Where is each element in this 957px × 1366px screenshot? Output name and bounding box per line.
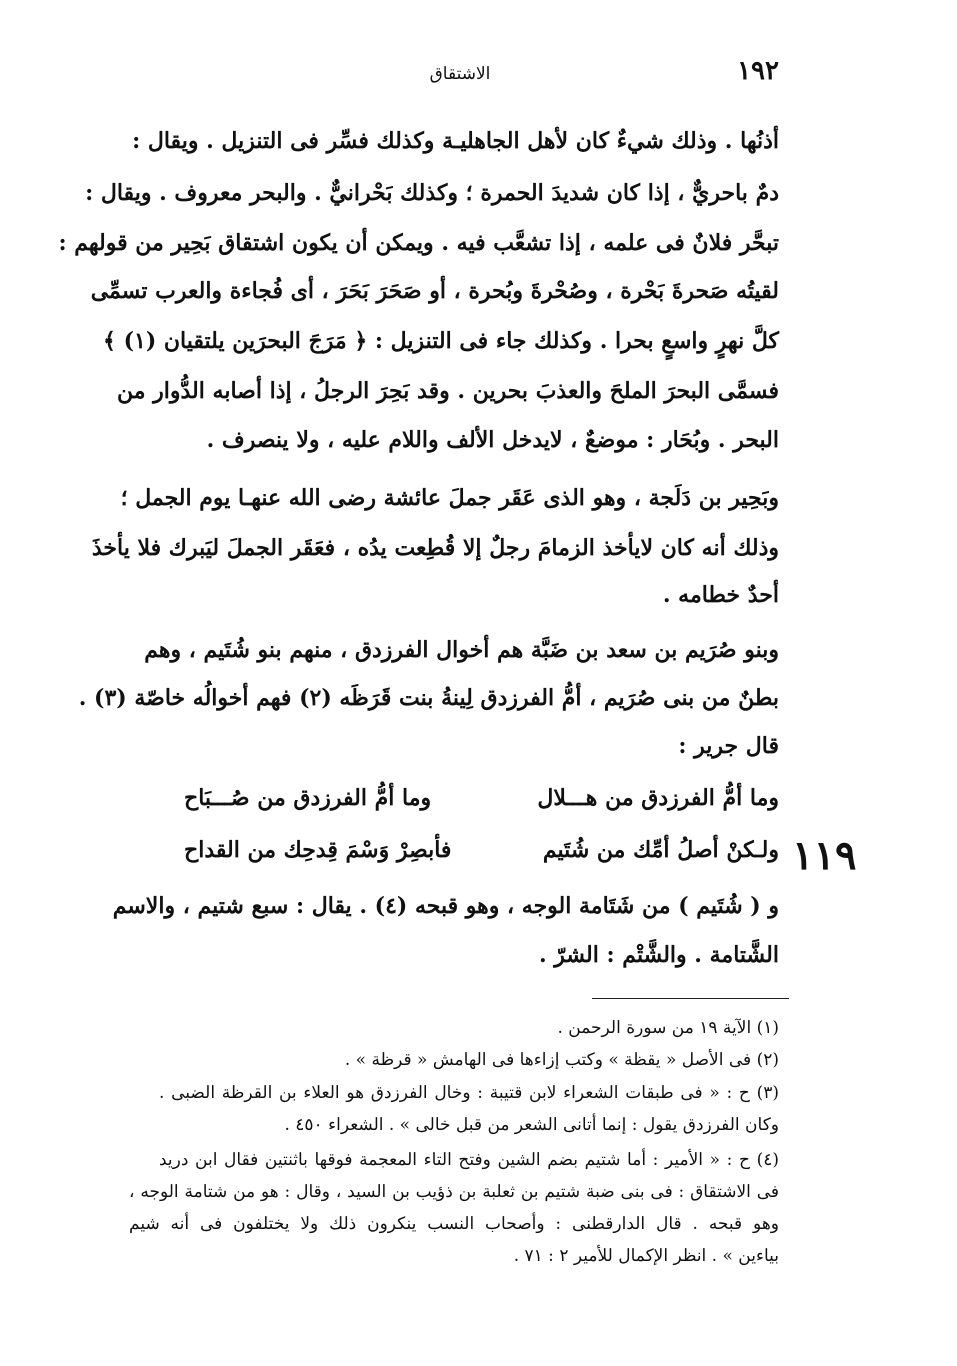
body-line: أذنُها . وذلك شيءٌ كان لأهل الجاهليـة وكذلك فسِّر فى التنزيل . ويقال : (132, 128, 779, 154)
verse-hemistich: فأبصِرْ وَسْمَ قِدحِك من القداح (184, 837, 452, 863)
body-line: كلَّ نهرٍ واسعٍ بحرا . وكذلك جاء فى التنزيل : ﴿ مَرَجَ البحرَين يلتقيان (١) ﴾ (103, 328, 779, 354)
footnote: (١) الآية ١٩ من سورة الرحمن . (557, 1018, 779, 1038)
body-line: فسمَّى البحرَ الملحَ والعذبَ بحرين . وقد بَحِرَ الرجلُ ، إذا أصابه الدُّوار من (116, 378, 779, 404)
body-line: دمٌ باحريٌّ ، إذا كان شديدَ الحمرة ؛ وكذلك بَحْرانيٌّ . والبحر معروف . ويقال : (85, 180, 779, 206)
verse-hemistich: ولـكنْ أصلُ أمِّك من شُتَيم (542, 837, 779, 863)
body-line: وبَحِير بن دَلَجة ، وهو الذى عَقَر جملَ عائشة رضى الله عنهـا يوم الجمل ؛ (120, 485, 779, 511)
footnote-continuation: وهو قبحه . قال الدارقطنى : وأصحاب النسب ينكرون ذلك ولا يختلفون فى أنه شيم (129, 1214, 779, 1234)
body-line: لقيتُه صَحرةَ بَحْرة ، وصُحْرةَ وبُحرة ، أو صَحَرَ بَحَرَ ، أى فُجاءة والعرب تسمِّى (90, 278, 779, 304)
margin-number: ١١٩ (792, 832, 857, 879)
body-line: البحر . وبُحَار : موضعٌ ، لايدخل الألف واللام عليه ، ولا ينصرف . (206, 427, 779, 453)
footnote-continuation: فى الاشتقاق : فى بنى ضبة شتيم بن ثعلبة بن ذؤيب بن السيد ، وقال : هو من شتامة الوجه ، (129, 1182, 779, 1202)
verse-hemistich: وما أمُّ الفرزدق من صُـــبَاح (184, 785, 432, 811)
body-line: و ( شُتَيم ) من شَتَامة الوجه ، وهو قبحه (٤) . يقال : سبع شتيم ، والاسم (112, 893, 779, 919)
page-number: ١٩٢ (737, 56, 779, 86)
body-line: الشَّتامة . والشَّتْم : الشرّ . (538, 942, 779, 968)
footnote: (٤) ح : « الأمير : أما شتيم بضم الشين وفتح التاء المعجمة فوقها باثنتين فقال ابن دريد (159, 1150, 779, 1170)
verse-line (179, 785, 779, 811)
body-line: وذلك أنه كان لايأخذ الزمامَ رجلٌ إلا قُطِعت يدُه ، فعَقَر الجملَ ليَبرك فلا يأخذَ (91, 535, 779, 561)
body-line: أحدٌ خطامه . (662, 582, 779, 608)
footnote-continuation: بياءين » . انظر الإكمال للأمير ٢ : ٧١ . (513, 1246, 779, 1266)
footnote: (٣) ح : « فى طبقات الشعراء لابن قتيبة : وخال الفرزدق هو العلاء بن القرظة الضبى . (159, 1083, 779, 1103)
body-line: بطنٌ من بنى صُرَيم ، أمُّ الفرزدق لِينةُ بنت قَرَظَه (٢) فهم أخوالُه خاصّة (٣) . (78, 685, 779, 711)
body-line: قال جرير : (678, 733, 779, 759)
verse-hemistich: وما أمُّ الفرزدق من هـــلال (537, 785, 779, 811)
footnote-continuation: وكان الفرزدق يقول : إنما أتانى الشعر من قبل خالى » . الشعراء ٤٥٠ . (284, 1115, 779, 1135)
verse-line (179, 837, 779, 863)
footnote-rule (592, 998, 789, 999)
body-line: تبحَّر فلانٌ فى علمه ، إذا تشعَّب فيه . ويمكن أن يكون اشتقاق بَحِير من قولهم : (58, 230, 779, 256)
running-head-title: الاشتقاق (429, 64, 491, 84)
footnote: (٢) فى الأصل « يقظة » وكتب إزاءها فى الهامش « قرظة » . (344, 1050, 779, 1070)
body-line: وبنو صُرَيم بن سعد بن ضَبَّة هم أخوال الفرزدق ، منهم بنو شُتَيم ، وهم (144, 637, 779, 663)
